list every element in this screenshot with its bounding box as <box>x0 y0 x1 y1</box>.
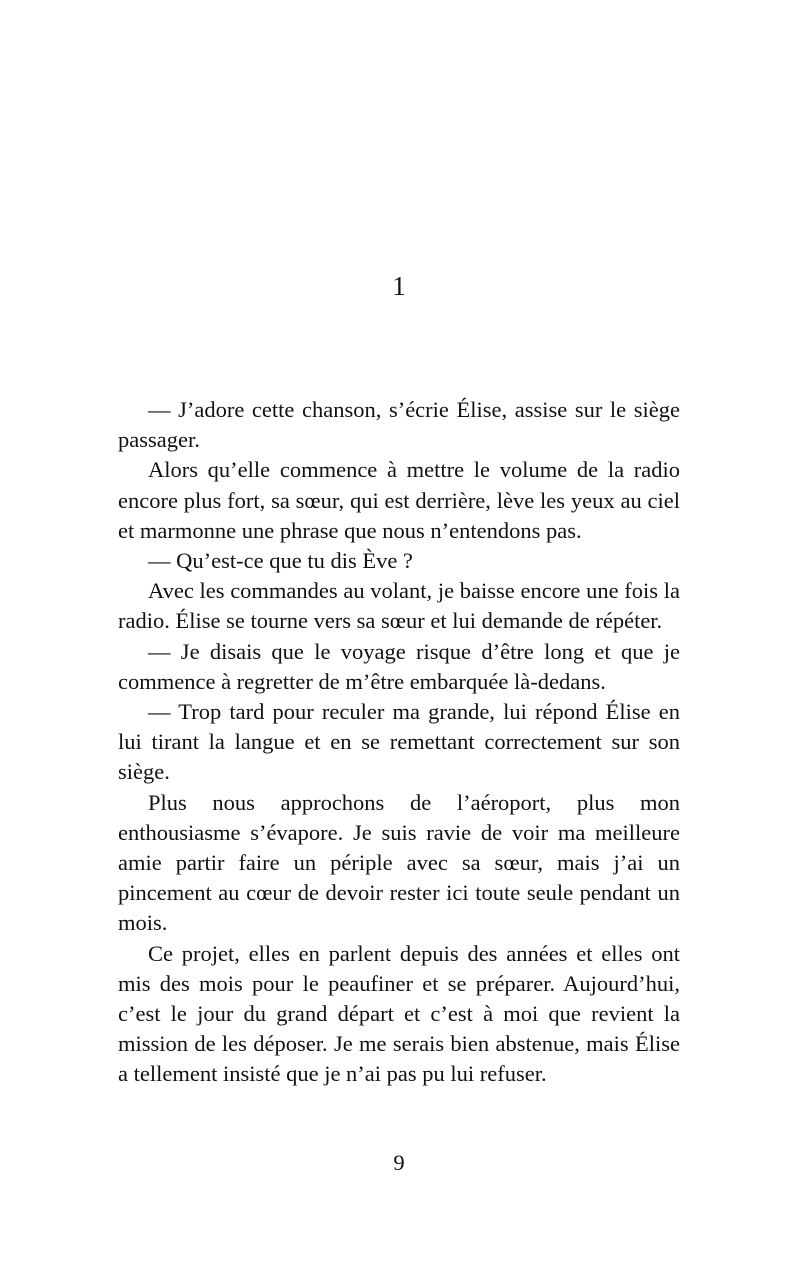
paragraph: — Je disais que le voyage risque d’être long et que je commence à regretter de m’être embarquée là-dedans. <box>118 638 680 694</box>
paragraph: Avec les commandes au volant, je baisse encore une fois la radio. Élise se tourne vers sa sœur et lui demande de répéter. <box>118 578 680 634</box>
paragraph: — Trop tard pour reculer ma grande, lui répond Élise en lui tirant la langue et en se remettant correctement sur son siège. <box>118 699 680 785</box>
paragraph: — J’adore cette chanson, s’écrie Élise, assise sur le siège passager. <box>118 397 680 453</box>
paragraph: — Qu’est-ce que tu dis Ève ? <box>148 548 413 574</box>
paragraph: Alors qu’elle commence à mettre le volume de la radio encore plus fort, sa sœur, qui est derrière, lève les yeux au ciel et marmonne une phrase que nous n’entendons pas. <box>118 457 680 543</box>
paragraph: Plus nous approchons de l’aéroport, plus mon enthousiasme s’évapore. Je suis ravie de voir ma meilleure amie partir faire un périple avec sa sœur, mais j’ai un pincement au cœur de devoir rester ici toute seule pendant un mois. <box>118 789 680 936</box>
chapter-number: 1 <box>392 271 406 301</box>
body-text <box>118 395 680 1090</box>
paragraph: Ce projet, elles en parlent depuis des années et elles ont mis des mois pour le peaufiner et se préparer. Aujourd’hui, c’est le jour du grand départ et c’est à moi que revient la mission de les déposer. Je me serais bien abstenue, mais Élise a tellement insisté que je n’ai pas pu lui refuser. <box>118 940 680 1087</box>
page-number: 9 <box>393 1150 405 1175</box>
